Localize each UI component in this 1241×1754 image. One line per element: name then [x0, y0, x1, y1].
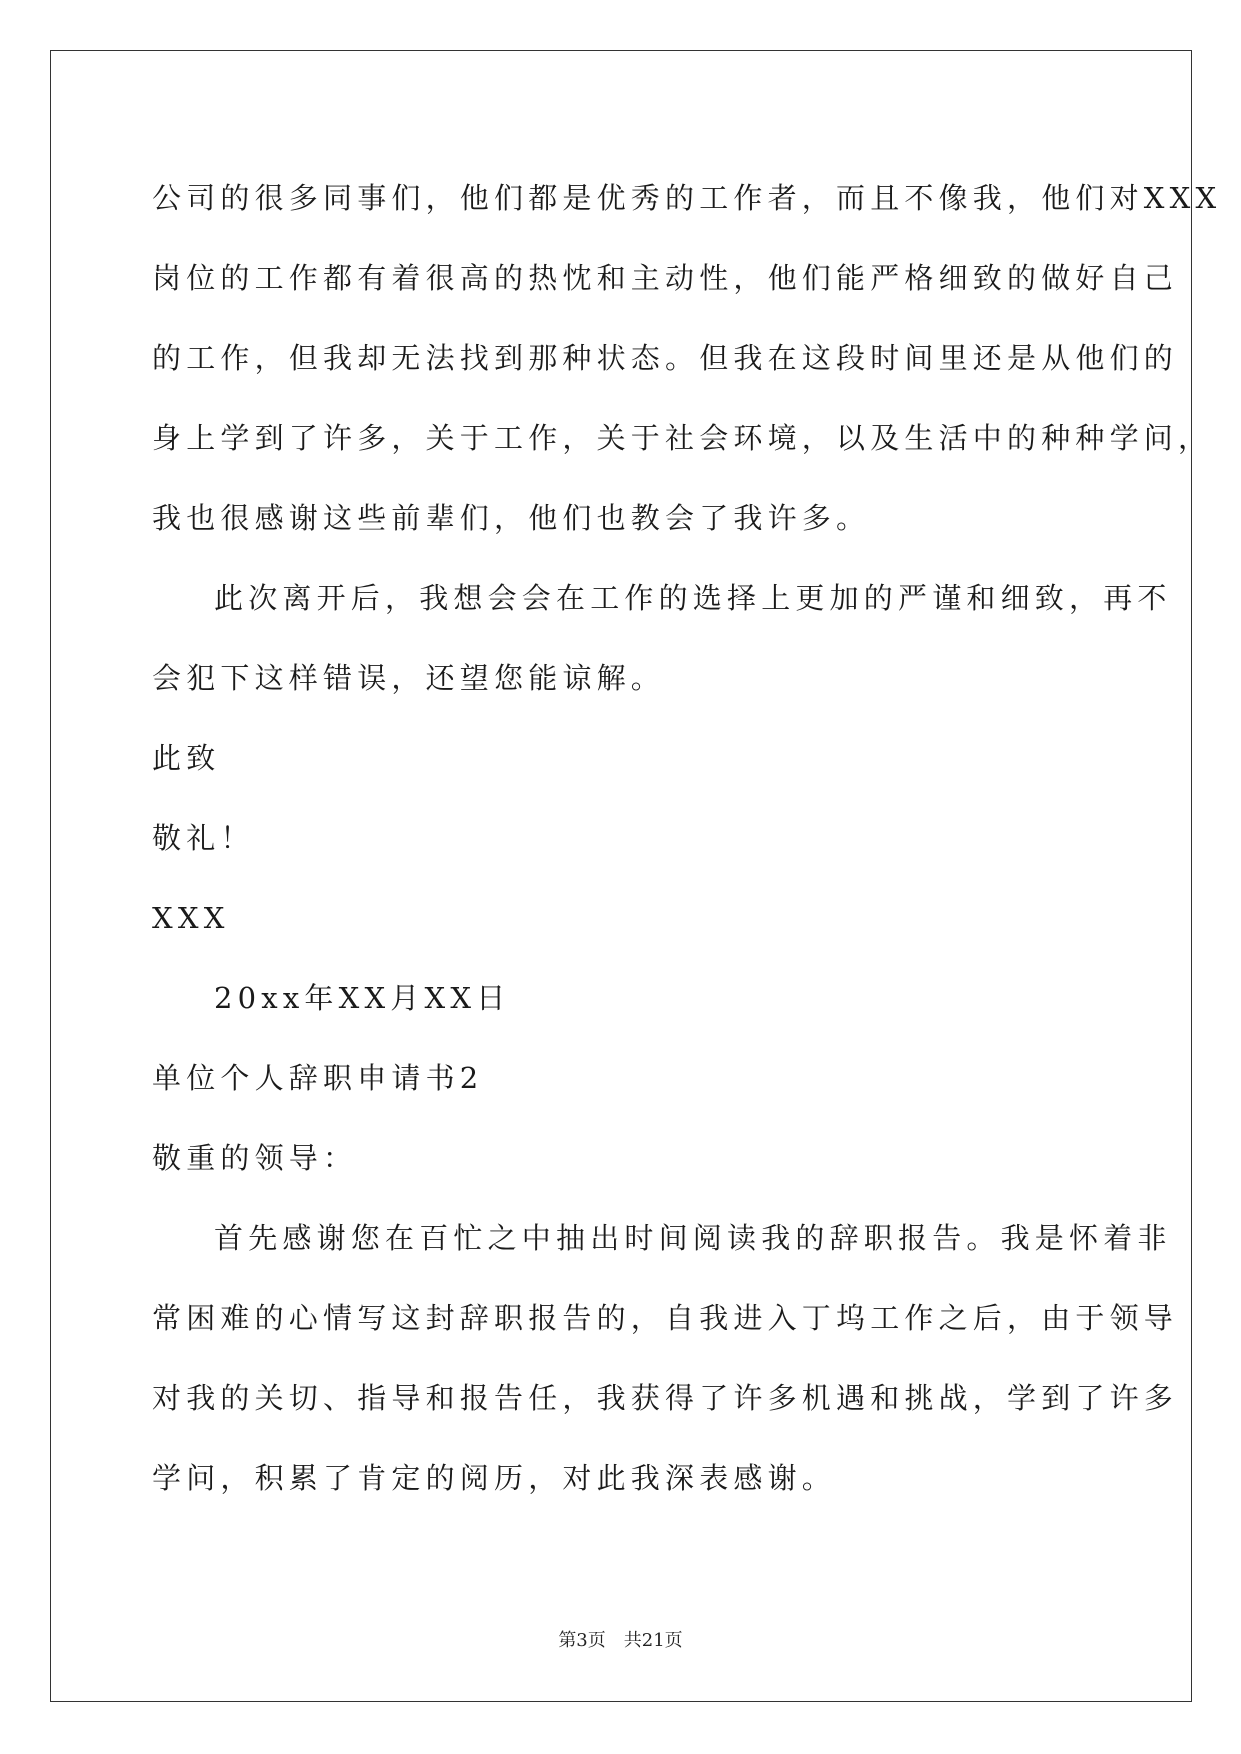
text-line: 会犯下这样错误，还望您能谅解。	[152, 661, 666, 695]
paragraph-start-line: 此次离开后，我想会会在工作的选择上更加的严谨和细致，再不	[214, 581, 1172, 615]
greeting: 敬重的领导：	[152, 1141, 358, 1175]
text-line: 常困难的心情写这封辞职报告的，自我进入丁坞工作之后，由于领导	[152, 1301, 1179, 1335]
text-line: 学问，积累了肯定的阅历，对此我深表感谢。	[152, 1461, 837, 1495]
text-line: 岗位的工作都有着很高的热忱和主动性，他们能严格细致的做好自己	[152, 261, 1179, 295]
signature-date: 20xx年XX月XX日	[214, 981, 511, 1015]
closing-salutation: 此致	[152, 741, 221, 775]
page-total: 共21页	[623, 1630, 683, 1651]
closing-regards: 敬礼！	[152, 821, 255, 855]
signature-name: XXX	[152, 901, 230, 935]
page-footer	[0, 1626, 1241, 1652]
text-line: 身上学到了许多，关于工作，关于社会环境，以及生活中的种种学问，	[152, 421, 1213, 455]
document-body	[152, 158, 1222, 1518]
page-number: 第3页	[558, 1630, 606, 1651]
text-line: 的工作，但我却无法找到那种状态。但我在这段时间里还是从他们的	[152, 341, 1179, 375]
text-line: 对我的关切、指导和报告任，我获得了许多机遇和挑战，学到了许多	[152, 1381, 1179, 1415]
text-line: 公司的很多同事们，他们都是优秀的工作者，而且不像我，他们对XXX	[152, 181, 1222, 215]
paragraph-start-line: 首先感谢您在百忙之中抽出时间阅读我的辞职报告。我是怀着非	[214, 1221, 1172, 1255]
section-title: 单位个人辞职申请书2	[152, 1061, 484, 1095]
text-line: 我也很感谢这些前辈们，他们也教会了我许多。	[152, 501, 871, 535]
